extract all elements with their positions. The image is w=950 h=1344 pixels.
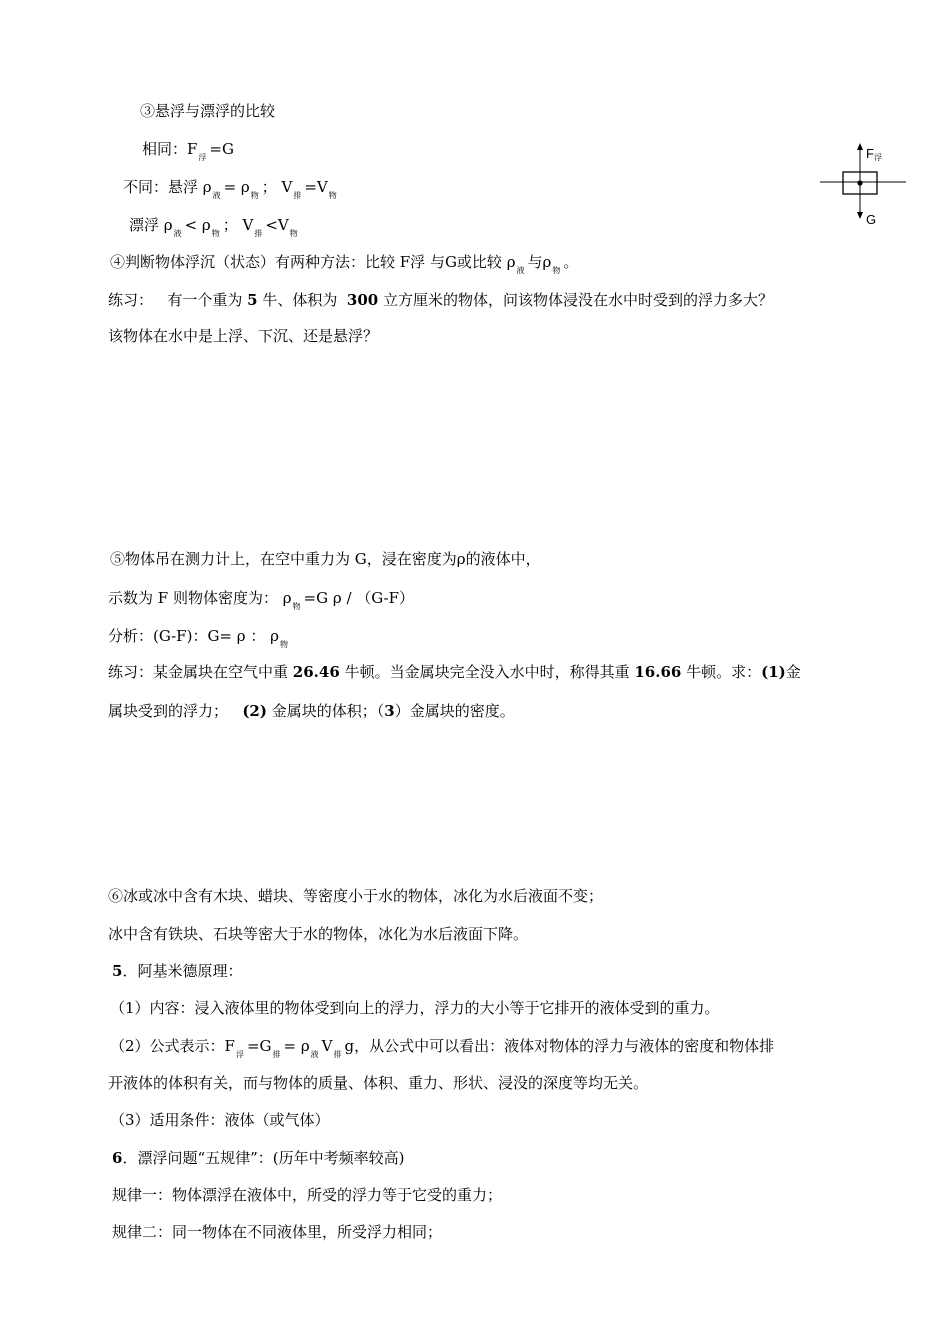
exercise-1-line-2: 该物体在水中是上浮、下沉、还是悬浮？ — [108, 327, 379, 345]
rule-2: 规律二：同一物体在不同液体里，所受浮力相同； — [112, 1223, 443, 1241]
section-4-method: ④判断物体浮沉（状态）有两种方法：比较 F浮 与G或比较 $\rho_液$ 与$\rho_物$ 。 — [110, 253, 579, 275]
archimedes-formula-line-2: 开液体的体积有关，而与物体的质量、体积、重力、形状、浸没的深度等均无关。 — [108, 1074, 649, 1092]
buoyancy-label: F浮 — [866, 146, 882, 162]
heading-floating-rules: 6．漂浮问题“五规律”：(历年中考频率较高) — [112, 1149, 405, 1167]
section-3-title: ③悬浮与漂浮的比较 — [140, 102, 276, 120]
analysis-line: 分析：(G-F)：G= ρ ： $\rho_物$ — [108, 627, 288, 649]
exercise-2-line-1: 练习：某金属块在空气中重 26.46 牛顿。当金属块完全没入水中时，称得其重 16.66 牛顿。求：(1)金 — [108, 663, 801, 681]
same-condition: 相同：$F_浮 =G$ — [142, 140, 234, 162]
force-diagram — [818, 142, 910, 232]
archimedes-formula: （2）公式表示：$F_浮 =G_排 = \rho_液$ $V_排$ g，从公式中可以看出：液体对物体的浮力与液体的密度和物体排 — [110, 1037, 775, 1059]
buoyancy-arrowhead — [857, 143, 863, 150]
density-formula: 示数为 F 则物体密度为： $\rho_物 =G$ ρ / （G-F） — [108, 589, 415, 611]
section-6-line-2: 冰中含有铁块、石块等密大于水的物体，冰化为水后液面下降。 — [108, 925, 529, 943]
archimedes-conditions: （3）适用条件：液体（或气体） — [110, 1111, 330, 1129]
heading-archimedes: 5．阿基米德原理： — [112, 962, 243, 980]
section-6-line-1: ⑥冰或冰中含有木块、蜡块、等密度小于水的物体，冰化为水后液面不变； — [108, 887, 604, 905]
gravity-arrowhead — [857, 212, 863, 219]
exercise-1-line-1: 练习： 有一个重为 5 牛、体积为 300 立方厘米的物体，问该物体浸没在水中时受到的浮力多大？ — [108, 291, 774, 309]
exercise-2-line-2: 属块受到的浮力； (2) 金属块的体积；（3）金属块的密度。 — [108, 702, 515, 720]
diff-suspend: 不同：悬浮 $\rho_液 = \rho_物$ ； $V_排 =V_物$ — [123, 178, 337, 200]
section-5-line-1: ⑤物体吊在测力计上，在空中重力为 G，浸在密度为ρ的液体中， — [110, 550, 541, 568]
diff-float: 漂浮 $\rho_液 < \rho_物$ ； $V_排 <V_物$ — [129, 216, 298, 238]
archimedes-content: （1）内容：浸入液体里的物体受到向上的浮力，浮力的大小等于它排开的液体受到的重力。 — [110, 999, 720, 1017]
gravity-label: G — [866, 212, 877, 227]
rule-1: 规律一：物体漂浮在液体中，所受的浮力等于它受的重力； — [112, 1186, 503, 1204]
